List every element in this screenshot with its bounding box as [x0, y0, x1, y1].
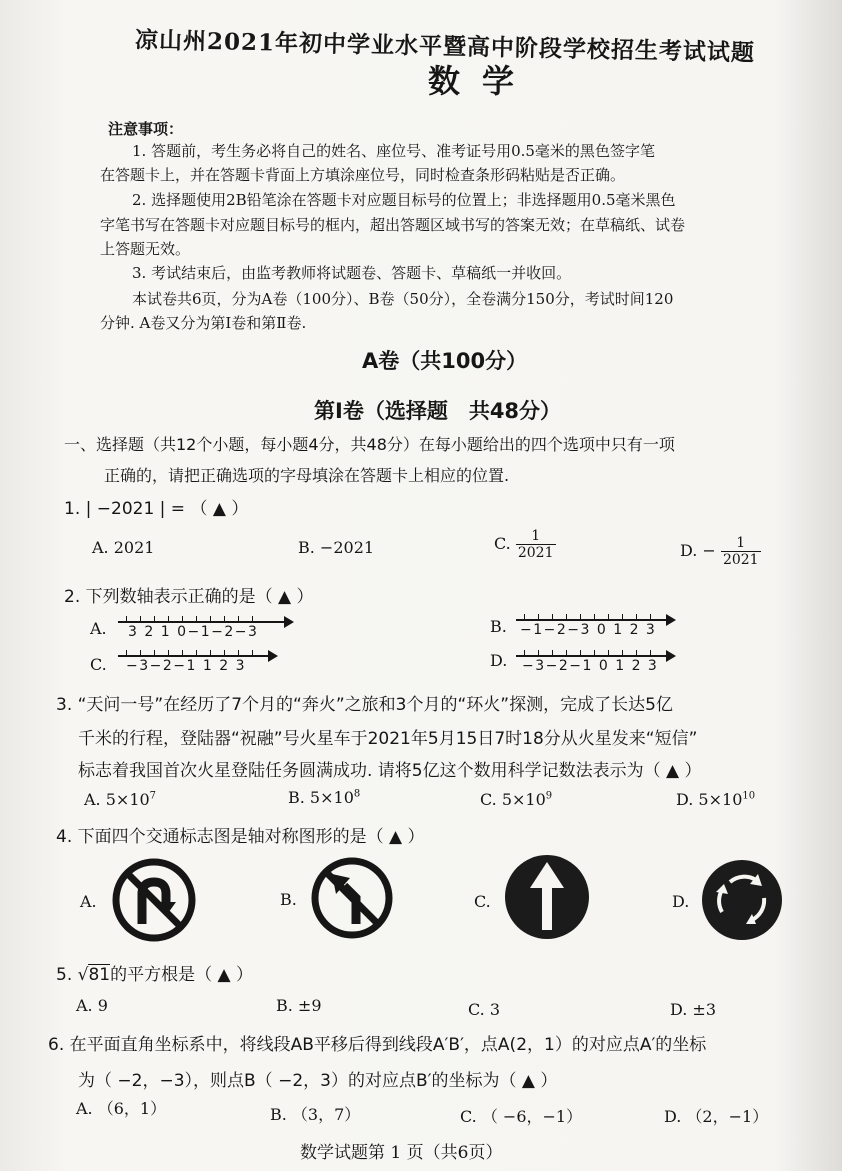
notes-line: 分钟. A卷又分为第Ⅰ卷和第Ⅱ卷.	[100, 314, 307, 332]
option-label: C.	[494, 534, 511, 553]
sqrt-sign: √	[77, 965, 89, 985]
q4-option-d-label: D.	[672, 892, 690, 911]
q2-stem: 2. 下列数轴表示正确的是（ ▲ ）	[64, 587, 314, 607]
q4-option-b-label: B.	[280, 890, 297, 909]
fraction-numerator: 1	[721, 535, 761, 552]
arrow-head	[268, 650, 278, 662]
part1-heading: 第Ⅰ卷（选择题 共48分）	[314, 399, 562, 423]
q3-option-c	[480, 790, 552, 809]
straight-ahead-sign-icon	[504, 854, 590, 940]
fraction	[721, 535, 761, 568]
q2-option-a-number-line	[118, 614, 294, 638]
q3-option-a	[84, 790, 156, 809]
option-text: D. 5×10	[676, 790, 743, 809]
exponent: 9	[545, 790, 553, 802]
q1-option-a: A. 2021	[92, 538, 155, 557]
q3-line: 3. “天问一号”在经历了7个月的“奔火”之旅和3个月的“环火”探测，完成了长达5亿	[56, 695, 673, 715]
q5-option-b: B. ±9	[276, 996, 322, 1015]
notes-line: 3. 考试结束后，由监考教师将试题卷、答题卡、草稿纸一并收回。	[132, 264, 572, 282]
q1-option-c	[494, 528, 556, 561]
q5-stem	[56, 960, 253, 985]
fraction	[516, 528, 556, 561]
q5-option-c: C. 3	[468, 1000, 501, 1019]
q6-option-b: B. （3，7）	[270, 1105, 361, 1124]
notes-line: 2. 选择题使用2B铅笔涂在答题卡对应题目标号的位置上；非选择题用0.5毫米黑色	[132, 191, 676, 209]
q4-option-a-label: A.	[80, 892, 97, 911]
axis-line	[516, 619, 666, 621]
q3-option-d	[676, 790, 755, 809]
q6-option-d: D. （2，−1）	[664, 1107, 769, 1126]
option-text: B. 5×10	[288, 788, 354, 807]
no-u-turn-sign-icon	[112, 858, 196, 942]
instruction-line: 一、选择题（共12个小题，每小题4分，共48分）在每小题给出的四个选项中只有一项	[64, 435, 675, 454]
q2-option-a-label: A.	[90, 619, 107, 638]
option-text: C. 5×10	[480, 790, 546, 809]
notes-line: 上答题无效。	[100, 240, 191, 258]
exponent: 7	[149, 790, 157, 802]
q6-line: 6. 在平面直角坐标系中，将线段AB平移后得到线段A′B′，点A(2，1）的对应点A′的坐标	[48, 1035, 707, 1055]
fraction-numerator: 1	[516, 528, 556, 545]
q2-option-c-number-line	[118, 648, 278, 672]
q2-option-d-label: D.	[490, 651, 508, 670]
fraction-denominator: 2021	[517, 545, 554, 561]
q2-option-d-number-line	[516, 648, 676, 672]
axis-line	[118, 621, 284, 623]
page-footer: 数学试题第 1 页（共6页）	[300, 1143, 503, 1163]
exponent: 8	[353, 788, 361, 800]
q5-option-a: A. 9	[76, 996, 108, 1015]
q2-option-c-label: C.	[90, 655, 107, 674]
q5-option-d: D. ±3	[670, 1000, 717, 1019]
axis-line	[118, 655, 268, 657]
notes-line: 在答题卡上，并在答题卡背面上方填涂座位号，同时检查条形码粘贴是否正确。	[100, 166, 626, 184]
q3-option-b	[288, 788, 360, 807]
notes-line: 字笔书写在答题卡对应题目标号的框内，超出答题区域书写的答案无效；在草稿纸、试卷	[100, 216, 686, 234]
q1-stem: 1. | −2021 | = （ ▲ ）	[64, 499, 249, 519]
option-label: D. −	[680, 541, 716, 560]
q4-option-c-label: C.	[474, 892, 491, 911]
exam-title: 凉山州2021年初中学业水平暨高中阶段学校招生考试试题	[134, 26, 756, 67]
stem-suffix: 的平方根是（ ▲ ）	[110, 965, 253, 985]
notes-line: 1. 答题前，考生务必将自己的姓名、座位号、准考证号用0.5毫米的黑色签字笔	[132, 142, 655, 160]
notes-line: 本试卷共6页，分为A卷（100分）、B卷（50分），全卷满分150分，考试时间120	[132, 290, 674, 308]
arrow-head	[284, 616, 294, 628]
stem-prefix: 5.	[56, 965, 78, 985]
q1-option-d	[680, 535, 761, 568]
q6-option-a: A. （6，1）	[76, 1099, 167, 1118]
notes-heading: 注意事项：	[108, 120, 184, 138]
roundabout-sign-icon	[700, 858, 784, 942]
axis-line	[516, 655, 666, 657]
section-a-heading: A卷（共100分）	[362, 349, 528, 373]
arrow-head	[666, 614, 676, 626]
axis-labels: −3−2−1 0 1 2 3	[522, 658, 659, 674]
radicand: 81	[88, 965, 111, 985]
fraction-denominator: 2021	[722, 552, 759, 568]
axis-labels: −1−2−3 0 1 2 3	[520, 622, 657, 638]
q3-line: 千米的行程，登陆器“祝融”号火星车于2021年5月15日7时18分从火星发来“短信”	[78, 729, 698, 749]
axis-labels: −3−2−1 1 2 3	[126, 658, 246, 674]
arrow-head	[666, 650, 676, 662]
q6-line: 为（ −2，−3），则点B（ −2，3）的对应点B′的坐标为（ ▲ ）	[78, 1071, 558, 1091]
exponent: 10	[742, 790, 756, 802]
q2-option-b-label: B.	[490, 617, 507, 636]
no-left-turn-sign-icon	[310, 856, 394, 940]
option-text: A. 5×10	[84, 790, 150, 809]
q1-option-b: B. −2021	[298, 538, 375, 557]
q2-option-b-number-line	[516, 612, 676, 636]
q4-stem: 4. 下面四个交通标志图是轴对称图形的是（ ▲ ）	[56, 827, 425, 847]
instruction-line: 正确的，请把正确选项的字母填涂在答题卡上相应的位置.	[104, 466, 510, 485]
subject-title: 数学	[428, 62, 537, 100]
q6-option-c: C. （ −6，−1）	[460, 1107, 583, 1126]
axis-labels: 3 2 1 0−1−2−3	[128, 624, 259, 640]
q3-line: 标志着我国首次火星登陆任务圆满成功. 请将5亿这个数用科学记数法表示为（ ▲ ）	[78, 761, 702, 781]
